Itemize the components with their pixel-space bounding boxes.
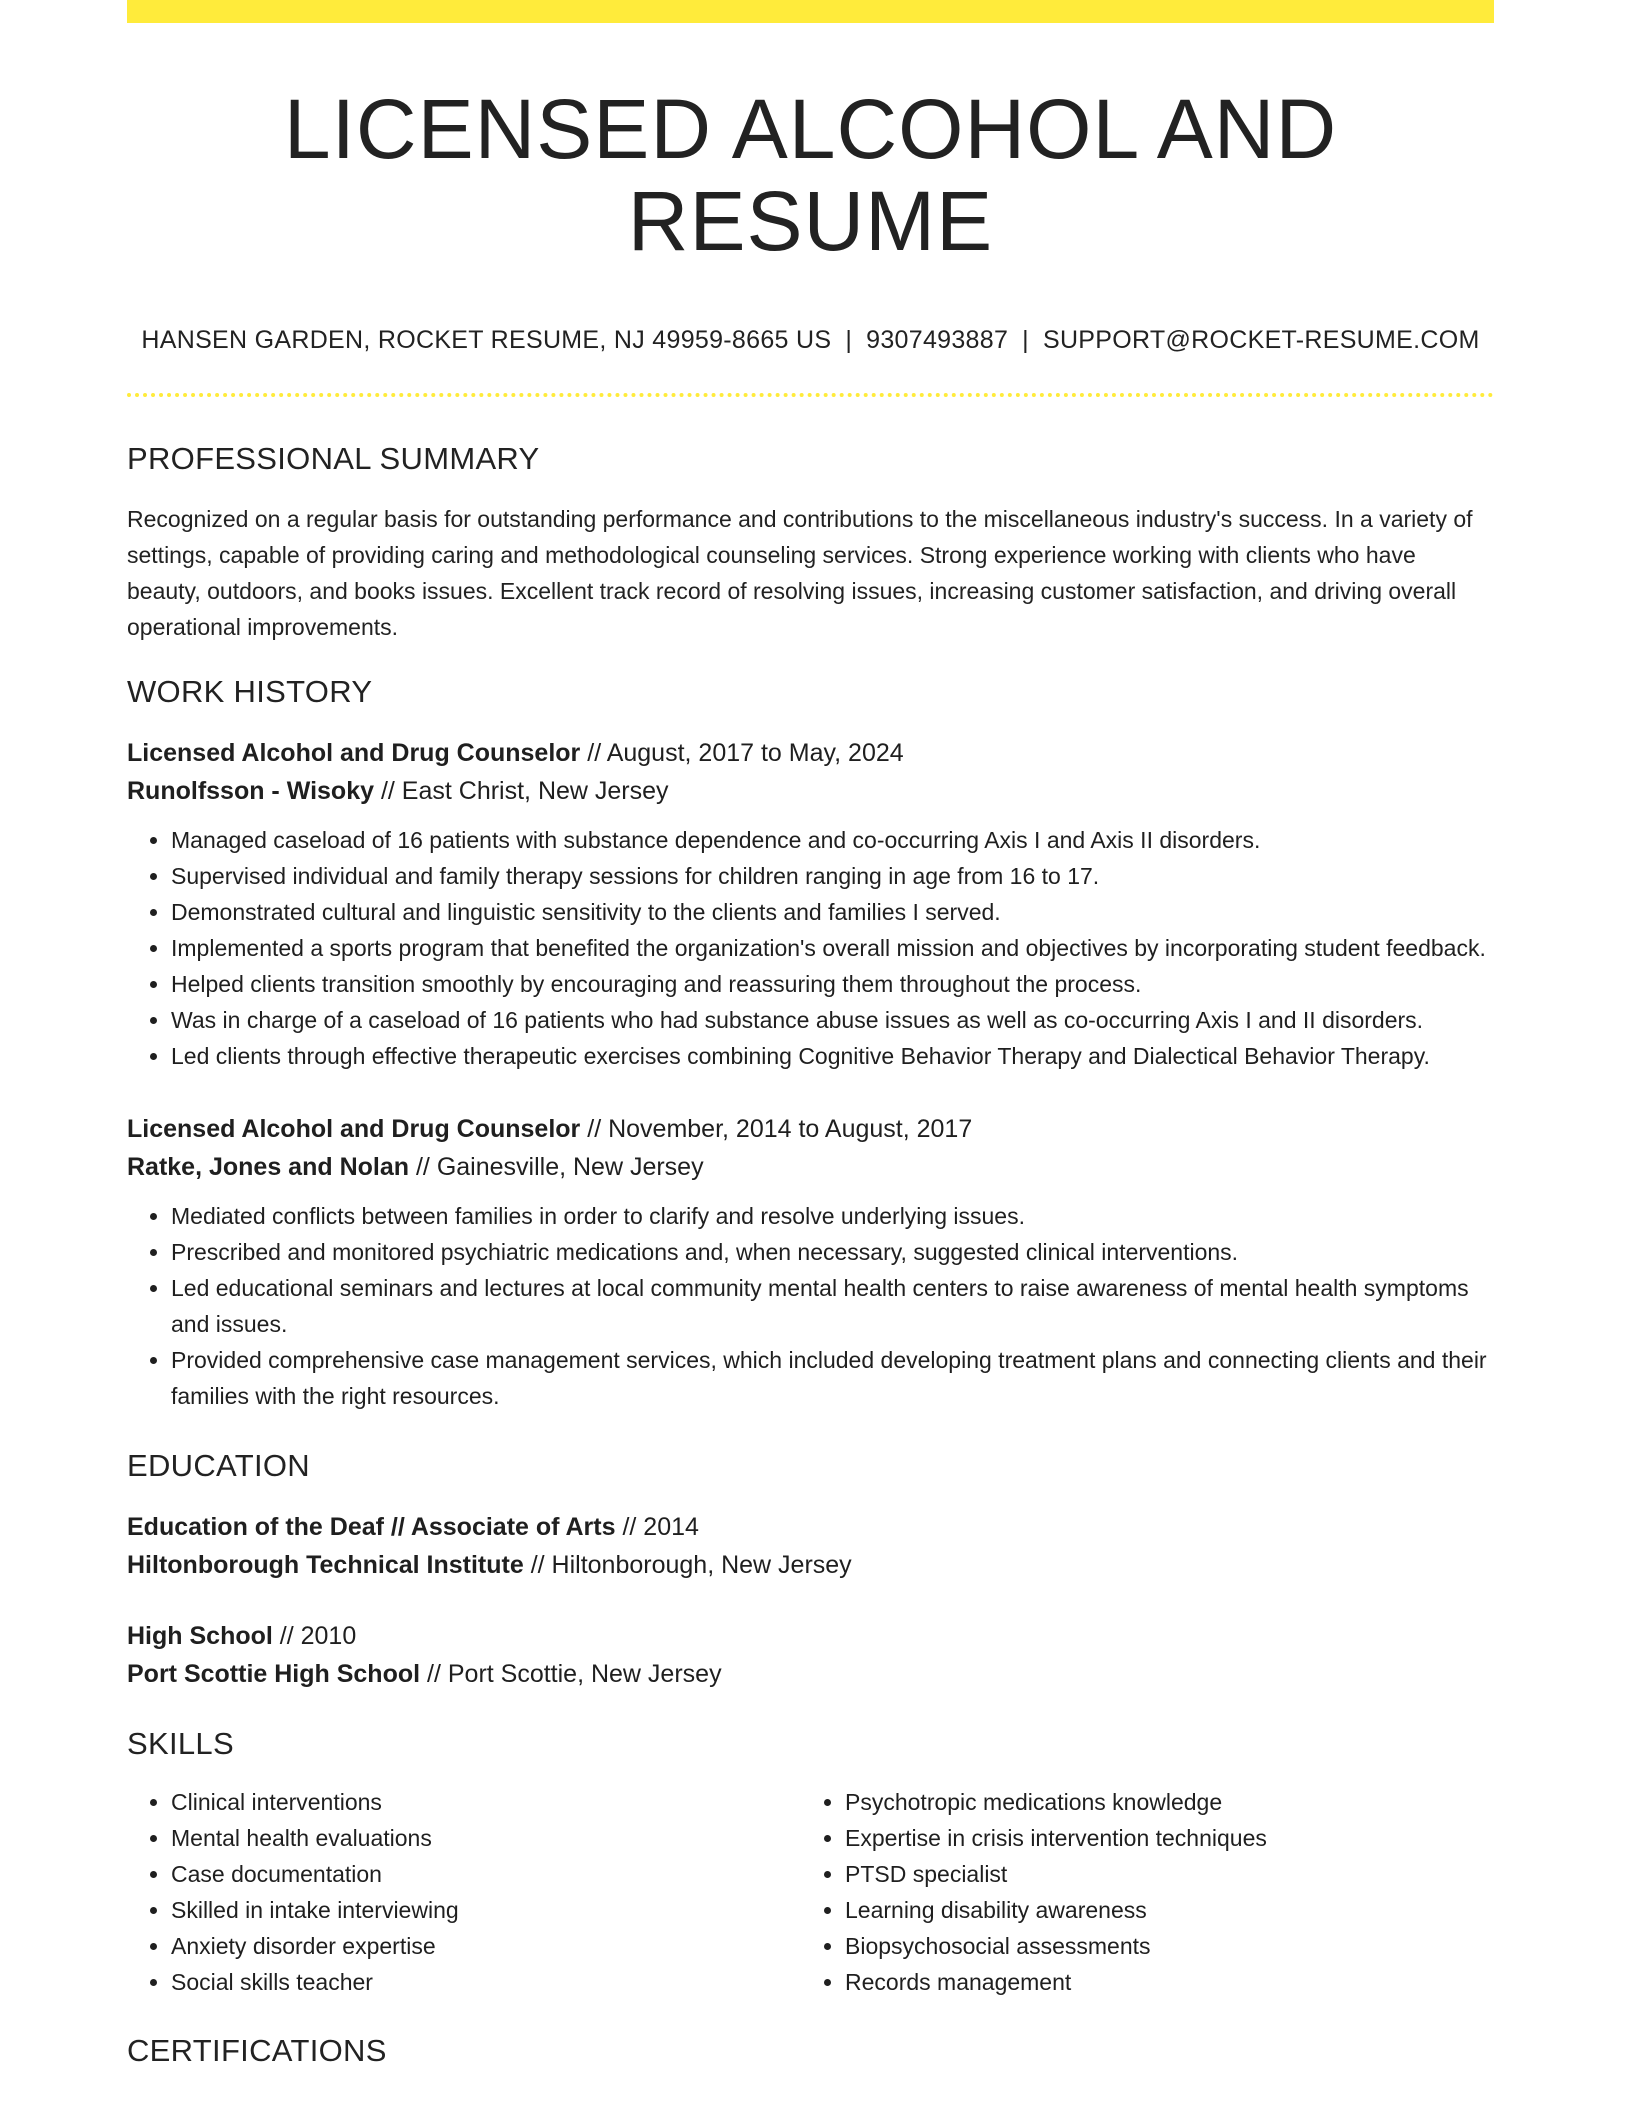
education-entry <box>127 1508 1494 1584</box>
job-bullet: • Prescribed and monitored psychiatric medications and, when necessary, suggested clinical interventions. <box>171 1234 1494 1270</box>
education-degree: Education of the Deaf // Associate of Arts <box>127 1512 616 1541</box>
skill-item: • Anxiety disorder expertise <box>171 1928 801 1964</box>
skills-left-list <box>127 1784 801 2000</box>
education-year: // 2010 <box>272 1621 357 1650</box>
summary-text: Recognized on a regular basis for outstanding performance and contributions to the miscellaneous industry's success. In a variety of settings, capable of providing caring and methodological counseling services. Strong experience working with clients who have beauty, outdoors, and books issues. Excellent track record of resolving issues, increasing customer satisfaction, and driving overall operational improvements. <box>127 505 1473 640</box>
job-bullets <box>127 1198 1494 1414</box>
job-bullet: • Provided comprehensive case management services, which included developing treatment plans and connecting clients and their families with the right resources. <box>171 1342 1494 1414</box>
education-location: // Port Scottie, New Jersey <box>420 1659 722 1688</box>
job-bullet: • Helped clients transition smoothly by encouraging and reassuring them throughout the process. <box>171 966 1494 1002</box>
job-company: Ratke, Jones and Nolan <box>127 1152 410 1181</box>
job-bullet: • Mediated conflicts between families in order to clarify and resolve underlying issues. <box>171 1198 1494 1234</box>
education-degree-line <box>127 1617 1494 1655</box>
education-school: Hiltonborough Technical Institute <box>127 1550 524 1579</box>
skills-right-list <box>801 1784 1475 2000</box>
education-degree: High School <box>127 1621 273 1650</box>
job-location: // Gainesville, New Jersey <box>409 1152 704 1181</box>
skill-item: • PTSD specialist <box>845 1856 1475 1892</box>
contact-address: HANSEN GARDEN, ROCKET RESUME, NJ 49959-8665 US <box>141 325 832 354</box>
contact-email[interactable]: SUPPORT@ROCKET-RESUME.COM <box>1042 325 1480 354</box>
job-entry <box>127 734 1494 1074</box>
job-company-line <box>127 772 1494 810</box>
summary-heading: PROFESSIONAL SUMMARY <box>127 440 540 476</box>
job-bullet: • Demonstrated cultural and linguistic sensitivity to the clients and families I served. <box>171 894 1494 930</box>
education-school-line <box>127 1655 1494 1693</box>
skill-item: • Case documentation <box>171 1856 801 1892</box>
education-school: Port Scottie High School <box>127 1659 421 1688</box>
job-bullet: • Managed caseload of 16 patients with substance dependence and co-occurring Axis I and Axis II disorders. <box>171 822 1494 858</box>
skill-item: • Biopsychosocial assessments <box>845 1928 1475 1964</box>
education-school-line <box>127 1546 1494 1584</box>
education-heading: EDUCATION <box>127 1447 310 1483</box>
accent-bar <box>127 0 1494 23</box>
job-title-line <box>127 734 1494 772</box>
job-position: Licensed Alcohol and Drug Counselor <box>127 1114 581 1143</box>
certifications-heading: CERTIFICATIONS <box>127 2032 387 2068</box>
job-bullet: • Led educational seminars and lectures at local community mental health centers to raise awareness of mental health symptoms and issues. <box>171 1270 1494 1342</box>
contact-line <box>127 326 1494 355</box>
contact-separator: | <box>1022 325 1029 354</box>
skill-item: • Skilled in intake interviewing <box>171 1892 801 1928</box>
job-dates: // November, 2014 to August, 2017 <box>580 1114 973 1143</box>
skill-item: • Clinical interventions <box>171 1784 801 1820</box>
job-bullet: • Was in charge of a caseload of 16 patients who had substance abuse issues as well as co-occurring Axis I and II disorders. <box>171 1002 1494 1038</box>
job-company: Runolfsson - Wisoky <box>127 776 375 805</box>
education-location: // Hiltonborough, New Jersey <box>523 1550 852 1579</box>
skill-item: • Expertise in crisis intervention techniques <box>845 1820 1475 1856</box>
job-bullet: • Implemented a sports program that benefited the organization's overall mission and objectives by incorporating student feedback. <box>171 930 1494 966</box>
skill-item: • Social skills teacher <box>171 1964 801 2000</box>
skill-item: • Learning disability awareness <box>845 1892 1475 1928</box>
job-bullet: • Supervised individual and family therapy sessions for children ranging in age from 16 to 17. <box>171 858 1494 894</box>
dotted-divider <box>127 393 1494 397</box>
skill-item: • Mental health evaluations <box>171 1820 801 1856</box>
job-dates: // August, 2017 to May, 2024 <box>580 738 904 767</box>
job-bullets <box>127 822 1494 1074</box>
job-entry <box>127 1110 1494 1414</box>
job-location: // East Christ, New Jersey <box>374 776 669 805</box>
job-title-line <box>127 1110 1494 1148</box>
skills-columns <box>127 1784 1494 2000</box>
work-history-heading: WORK HISTORY <box>127 673 373 709</box>
contact-separator: | <box>845 325 853 354</box>
contact-phone[interactable]: 9307493887 <box>866 325 1009 354</box>
skill-item: • Psychotropic medications knowledge <box>845 1784 1475 1820</box>
job-company-line <box>127 1148 1494 1186</box>
resume-title: LICENSED ALCOHOL AND RESUME <box>283 82 1338 269</box>
job-position: Licensed Alcohol and Drug Counselor <box>127 738 581 767</box>
job-bullet: • Led clients through effective therapeutic exercises combining Cognitive Behavior Therapy and Dialectical Behavior Therapy. <box>171 1038 1494 1074</box>
skills-heading: SKILLS <box>127 1725 234 1761</box>
skill-item: • Records management <box>845 1964 1475 2000</box>
education-year: // 2014 <box>615 1512 699 1541</box>
education-entry <box>127 1617 1494 1693</box>
education-degree-line <box>127 1508 1494 1546</box>
resume-page <box>127 0 1494 2069</box>
